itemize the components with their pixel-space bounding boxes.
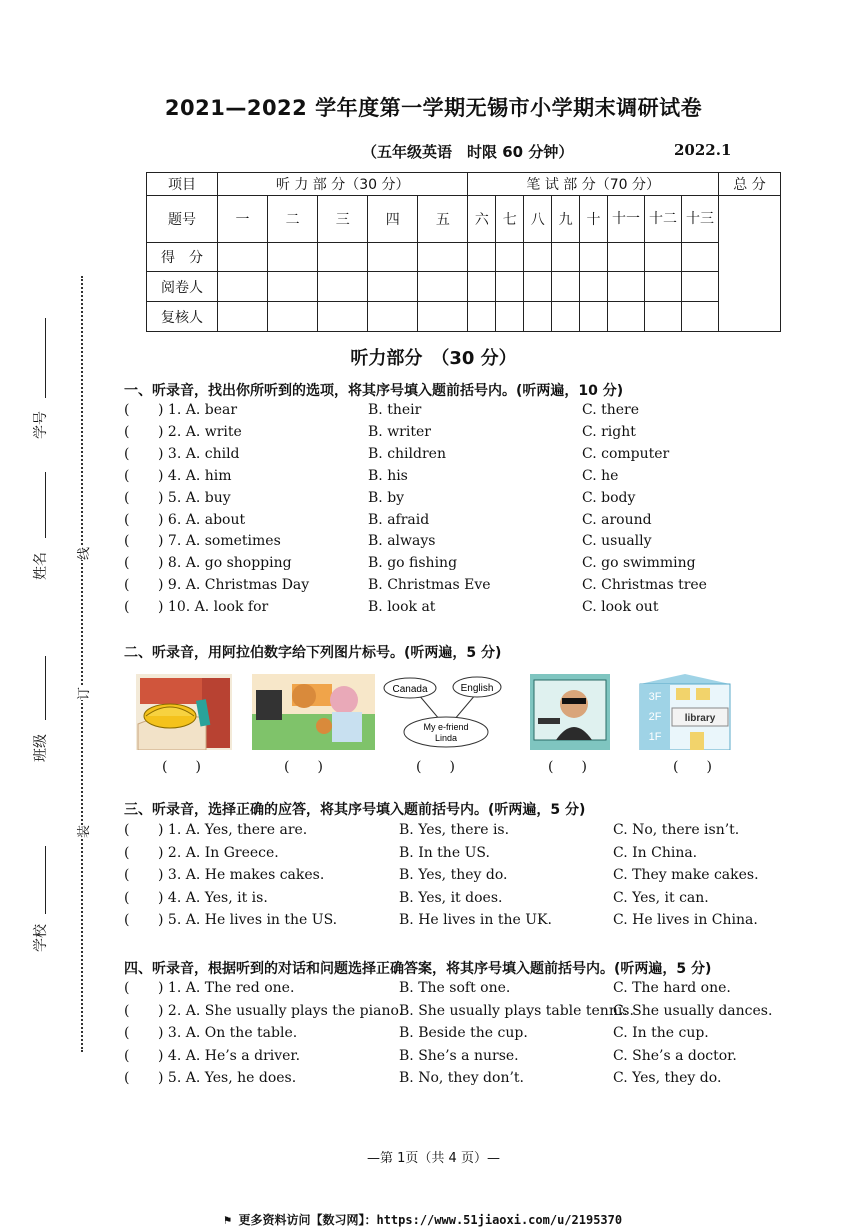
q-number: 十 — [580, 196, 608, 243]
question-row — [124, 912, 824, 932]
picture-answer-paren[interactable]: ( ) — [548, 759, 587, 775]
answer-paren[interactable]: ( — [124, 555, 130, 572]
option-b: B. Beside the cup. — [399, 1025, 528, 1042]
score-cell[interactable] — [318, 243, 368, 272]
option-a: ) 9. A. Christmas Day — [158, 577, 310, 594]
grader-cell[interactable] — [580, 272, 608, 302]
listening-header: 听 力 部 分（30 分） — [218, 173, 468, 196]
option-a: ) 1. A. bear — [158, 402, 238, 418]
binding-dotted-line — [81, 276, 83, 1052]
reviewer-cell[interactable] — [468, 302, 496, 332]
answer-paren[interactable]: ( — [124, 402, 130, 418]
option-c: C. They make cakes. — [613, 867, 759, 884]
grader-cell[interactable] — [645, 272, 682, 302]
label-english: English — [460, 683, 494, 694]
q-number: 四 — [368, 196, 418, 243]
score-cell[interactable] — [682, 243, 719, 272]
answer-paren[interactable]: ( — [124, 980, 130, 996]
class-line[interactable] — [45, 656, 46, 720]
option-b: B. Yes, there is. — [399, 822, 510, 838]
answer-paren[interactable]: ( — [124, 844, 130, 861]
picture-answer-paren[interactable]: ( ) — [416, 759, 455, 775]
picture-e-friend-diagram — [382, 674, 508, 750]
q-number: 六 — [468, 196, 496, 243]
option-c: C. She usually dances. — [613, 1002, 773, 1019]
question-row — [124, 555, 824, 575]
score-cell[interactable] — [218, 243, 268, 272]
label-3f: 3F — [648, 691, 662, 703]
question-row — [124, 980, 824, 1000]
reviewer-cell[interactable] — [580, 302, 608, 332]
grader-cell[interactable] — [218, 272, 268, 302]
score-cell[interactable] — [524, 243, 552, 272]
answer-paren[interactable]: ( — [124, 467, 130, 484]
grader-cell[interactable] — [524, 272, 552, 302]
exam-date: 2022.1 — [674, 141, 732, 159]
option-b: B. children — [368, 445, 446, 462]
question-row — [124, 446, 824, 466]
grader-cell[interactable] — [268, 272, 318, 302]
option-b: B. She usually plays table tennis. — [399, 1002, 634, 1019]
option-b: B. The soft one. — [399, 980, 511, 996]
answer-paren[interactable]: ( — [124, 889, 130, 906]
option-a: ) 5. A. Yes, he does. — [158, 1070, 297, 1087]
score-cell[interactable] — [552, 243, 580, 272]
option-c: C. usually — [582, 533, 652, 550]
reviewer-cell[interactable] — [418, 302, 468, 332]
picture-answer-paren[interactable]: ( ) — [162, 759, 201, 775]
option-a: ) 8. A. go shopping — [158, 555, 292, 572]
picture-library-building — [638, 674, 732, 750]
class-label: 班级 — [33, 734, 49, 762]
grader-cell[interactable] — [468, 272, 496, 302]
numbers-label: 题号 — [147, 196, 218, 243]
label-1f: 1F — [648, 731, 662, 743]
score-cell[interactable] — [645, 243, 682, 272]
option-c: C. Yes, it can. — [613, 889, 709, 906]
option-a: ) 4. A. him — [158, 467, 232, 484]
option-c: C. computer — [582, 445, 670, 462]
question-row — [124, 1070, 824, 1090]
grader-cell[interactable] — [318, 272, 368, 302]
score-cell[interactable] — [496, 243, 524, 272]
reviewer-row-label: 复核人 — [147, 302, 218, 332]
option-b: B. Christmas Eve — [368, 577, 491, 594]
option-b: B. writer — [368, 423, 431, 440]
question-row — [124, 1025, 824, 1045]
total-cell[interactable] — [719, 196, 781, 332]
option-b: B. their — [368, 402, 422, 418]
score-row-label: 得 分 — [147, 243, 218, 272]
option-a: ) 4. A. Yes, it is. — [158, 889, 268, 906]
answer-paren[interactable]: ( — [124, 1070, 130, 1087]
resource-banner[interactable] — [224, 1211, 622, 1228]
reviewer-cell[interactable] — [368, 302, 418, 332]
question-row — [124, 890, 824, 910]
name-line[interactable] — [45, 472, 46, 538]
answer-paren[interactable]: ( — [124, 577, 130, 594]
q-number: 九 — [552, 196, 580, 243]
option-a: ) 1. A. Yes, there are. — [158, 822, 308, 838]
option-b: B. No, they don’t. — [399, 1070, 524, 1087]
option-b: B. look at — [368, 599, 436, 616]
question-row — [124, 512, 824, 532]
listening-section-heading: 听力部分 （30 分） — [350, 348, 517, 369]
exam-title: 2021—2022 学年度第一学期无锡市小学期末调研试卷 — [164, 96, 703, 120]
option-c: C. there — [582, 402, 640, 418]
picture-answer-paren[interactable]: ( ) — [284, 759, 323, 775]
reviewer-cell[interactable] — [218, 302, 268, 332]
option-a: ) 3. A. He makes cakes. — [158, 867, 325, 884]
question-row — [124, 1048, 824, 1068]
option-c: C. look out — [582, 599, 659, 616]
label-library: library — [684, 713, 716, 724]
option-c: C. No, there isn’t. — [613, 822, 740, 838]
q3-heading: 三、听录音，选择正确的应答，将其序号填入题前括号内。(听两遍，5 分) — [124, 802, 586, 818]
answer-paren[interactable]: ( — [124, 1002, 130, 1019]
option-b: B. Yes, it does. — [399, 889, 503, 906]
option-c: C. Yes, they do. — [613, 1070, 722, 1087]
question-row — [124, 424, 824, 444]
option-b: B. always — [368, 533, 436, 550]
binding-char-zhuang: 装 — [73, 825, 92, 838]
score-cell[interactable] — [268, 243, 318, 272]
name-label: 姓名 — [33, 552, 49, 580]
answer-paren[interactable]: ( — [124, 867, 130, 884]
answer-paren[interactable]: ( — [124, 423, 130, 440]
label-canada: Canada — [392, 684, 428, 695]
option-b: B. He lives in the UK. — [399, 912, 552, 929]
grader-cell[interactable] — [608, 272, 645, 302]
option-b: B. his — [368, 467, 408, 484]
option-a: ) 5. A. buy — [158, 489, 231, 506]
option-a: ) 2. A. write — [158, 423, 242, 440]
reviewer-cell[interactable] — [318, 302, 368, 332]
option-a: ) 3. A. child — [158, 445, 240, 462]
option-c: C. around — [582, 511, 652, 528]
option-c: C. body — [582, 489, 636, 506]
picture-cap-on-chair — [136, 674, 232, 750]
q-number: 十一 — [608, 196, 645, 243]
school-label: 学校 — [33, 924, 49, 952]
option-b: B. She’s a nurse. — [399, 1047, 519, 1064]
q2-heading: 二、听录音，用阿拉伯数字给下列图片标号。(听两遍，5 分) — [124, 645, 502, 661]
total-header: 总 分 — [719, 173, 781, 196]
option-a: ) 1. A. The red one. — [158, 980, 295, 996]
question-row — [124, 533, 824, 553]
q-number: 十二 — [645, 196, 682, 243]
q-number: 八 — [524, 196, 552, 243]
q4-heading: 四、听录音，根据听到的对话和问题选择正确答案，将其序号填入题前括号内。(听两遍，5 分) — [124, 961, 712, 977]
answer-paren[interactable]: ( — [124, 445, 130, 462]
score-cell[interactable] — [368, 243, 418, 272]
score-cell[interactable] — [608, 243, 645, 272]
q-number: 一 — [218, 196, 268, 243]
option-c: C. He lives in China. — [613, 912, 758, 929]
option-b: B. go fishing — [368, 555, 458, 572]
q-number: 二 — [268, 196, 318, 243]
student-no-label: 学号 — [33, 411, 49, 439]
reviewer-cell[interactable] — [496, 302, 524, 332]
option-a: ) 2. A. She usually plays the piano. — [158, 1002, 404, 1019]
option-b: B. afraid — [368, 511, 430, 528]
q-number: 七 — [496, 196, 524, 243]
answer-paren[interactable]: ( — [124, 489, 130, 506]
flag-icon: ⚑ — [224, 1213, 232, 1227]
grader-row-label: 阅卷人 — [147, 272, 218, 302]
option-a: ) 2. A. In Greece. — [158, 844, 279, 861]
question-row — [124, 468, 824, 488]
reviewer-cell[interactable] — [645, 302, 682, 332]
grader-cell[interactable] — [552, 272, 580, 302]
question-row — [124, 845, 824, 865]
score-table — [146, 172, 781, 332]
reviewer-cell[interactable] — [524, 302, 552, 332]
score-cell[interactable] — [580, 243, 608, 272]
question-row — [124, 402, 824, 422]
label-my-e-friend: My e-friend — [423, 722, 469, 732]
picture-driver — [530, 674, 610, 750]
option-a: ) 7. A. sometimes — [158, 533, 281, 550]
option-c: C. In China. — [613, 844, 698, 861]
grader-cell[interactable] — [368, 272, 418, 302]
option-c: C. In the cup. — [613, 1025, 709, 1042]
option-c: C. right — [582, 423, 636, 440]
resource-banner-text: 更多资料访问【数习网】：https://www.51jiaoxi.com/u/2195370 — [238, 1213, 623, 1227]
grader-cell[interactable] — [682, 272, 719, 302]
grader-cell[interactable] — [496, 272, 524, 302]
option-a: ) 10. A. look for — [158, 599, 269, 616]
option-b: B. Yes, they do. — [399, 867, 508, 884]
question-row — [124, 577, 824, 597]
answer-paren[interactable]: ( — [124, 1025, 130, 1042]
writing-header: 笔 试 部 分（70 分） — [468, 173, 719, 196]
reviewer-cell[interactable] — [682, 302, 719, 332]
label-linda: Linda — [434, 733, 458, 743]
option-c: C. The hard one. — [613, 980, 731, 996]
picture-answer-paren[interactable]: ( ) — [673, 759, 712, 775]
label-2f: 2F — [648, 711, 662, 723]
option-c: C. he — [582, 467, 619, 484]
answer-paren[interactable]: ( — [124, 511, 130, 528]
reviewer-cell[interactable] — [608, 302, 645, 332]
option-c: C. go swimming — [582, 555, 696, 572]
answer-paren[interactable]: ( — [124, 912, 130, 929]
option-a: ) 4. A. He’s a driver. — [158, 1047, 301, 1064]
school-line[interactable] — [45, 846, 46, 914]
option-b: B. by — [368, 489, 405, 506]
exam-subtitle: （五年级英语 时限 60 分钟） — [362, 143, 574, 161]
option-b: B. In the US. — [399, 844, 490, 861]
question-row — [124, 867, 824, 887]
answer-paren[interactable]: ( — [124, 1047, 130, 1064]
q-number: 三 — [318, 196, 368, 243]
option-c: C. Christmas tree — [582, 577, 707, 594]
answer-paren[interactable]: ( — [124, 599, 130, 616]
q1-heading: 一、听录音，找出你所听到的选项，将其序号填入题前括号内。(听两遍，10 分) — [124, 383, 624, 399]
reviewer-cell[interactable] — [268, 302, 318, 332]
item-header: 项目 — [147, 173, 218, 196]
binding-char-xian: 线 — [73, 547, 92, 560]
option-a: ) 3. A. On the table. — [158, 1025, 298, 1042]
question-row — [124, 1003, 824, 1023]
score-cell[interactable] — [468, 243, 496, 272]
q-number: 五 — [418, 196, 468, 243]
reviewer-cell[interactable] — [552, 302, 580, 332]
answer-paren[interactable]: ( — [124, 822, 130, 838]
answer-paren[interactable]: ( — [124, 533, 130, 550]
picture-family-tv — [252, 674, 375, 750]
question-row — [124, 822, 824, 842]
option-c: C. She’s a doctor. — [613, 1047, 737, 1064]
option-a: ) 6. A. about — [158, 511, 246, 528]
q-number: 十三 — [682, 196, 719, 243]
score-cell[interactable] — [418, 243, 468, 272]
binding-char-ding: 订 — [73, 687, 92, 700]
grader-cell[interactable] — [418, 272, 468, 302]
option-a: ) 5. A. He lives in the US. — [158, 912, 338, 929]
page-footer: —第 1页（共 4 页）— — [367, 1151, 500, 1166]
question-row — [124, 490, 824, 510]
question-row — [124, 599, 824, 619]
